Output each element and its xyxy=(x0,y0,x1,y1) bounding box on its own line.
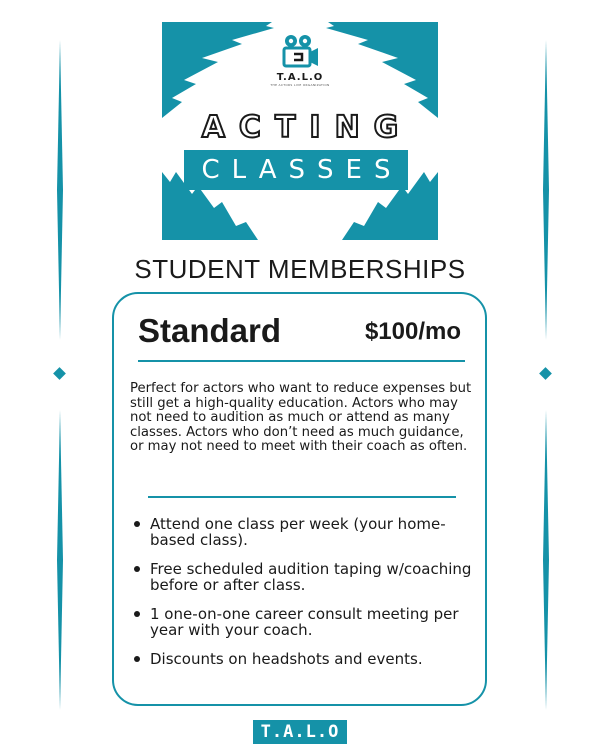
plan-description: Perfect for actors who want to reduce expenses but still get a high-quality education. Actors who may not need to audition as much or attend as many classes. Actors who don’t need as much guidance, or may not need to meet with their coach as often. xyxy=(130,381,472,454)
hero-title-acting: ACTING xyxy=(201,110,413,145)
feature-text: Discounts on headshots and events. xyxy=(150,650,423,668)
left-diamond-ornament xyxy=(53,367,66,380)
right-decorative-line-bottom xyxy=(543,410,549,710)
right-diamond-ornament xyxy=(539,367,552,380)
logo-tagline: THE ACTORS LIVE ORGANIZATION xyxy=(270,83,330,87)
feature-item xyxy=(130,561,475,593)
description-divider xyxy=(148,496,456,498)
feature-item xyxy=(130,606,475,638)
hero-header xyxy=(162,22,438,240)
feature-text: Attend one class per week (your home-based class). xyxy=(150,515,446,549)
feature-item xyxy=(130,516,475,548)
hero-title-classes: CLASSES xyxy=(184,150,408,190)
logo-wordmark: T.A.L.O xyxy=(276,72,324,83)
bullet-icon xyxy=(134,611,140,617)
feature-text: 1 one-on-one career consult meeting per year with your coach. xyxy=(150,605,459,639)
plan-name: Standard xyxy=(138,312,282,349)
footer-talo-badge: T.A.L.O xyxy=(253,720,347,744)
film-camera-logo-icon xyxy=(280,34,320,68)
section-subtitle: STUDENT MEMBERSHIPS xyxy=(134,254,466,284)
plan-price: $100/mo xyxy=(364,318,461,345)
bullet-icon xyxy=(134,656,140,662)
bullet-icon xyxy=(134,566,140,572)
left-decorative-line-bottom xyxy=(57,410,63,710)
bullet-icon xyxy=(134,521,140,527)
right-decorative-line-top xyxy=(543,40,549,340)
header-divider xyxy=(138,360,465,362)
left-decorative-line-top xyxy=(57,40,63,340)
membership-card xyxy=(112,292,487,706)
feature-list xyxy=(130,516,475,680)
talo-logo xyxy=(162,34,438,87)
feature-text: Free scheduled audition taping w/coaching before or after class. xyxy=(150,560,472,594)
feature-item xyxy=(130,651,475,667)
